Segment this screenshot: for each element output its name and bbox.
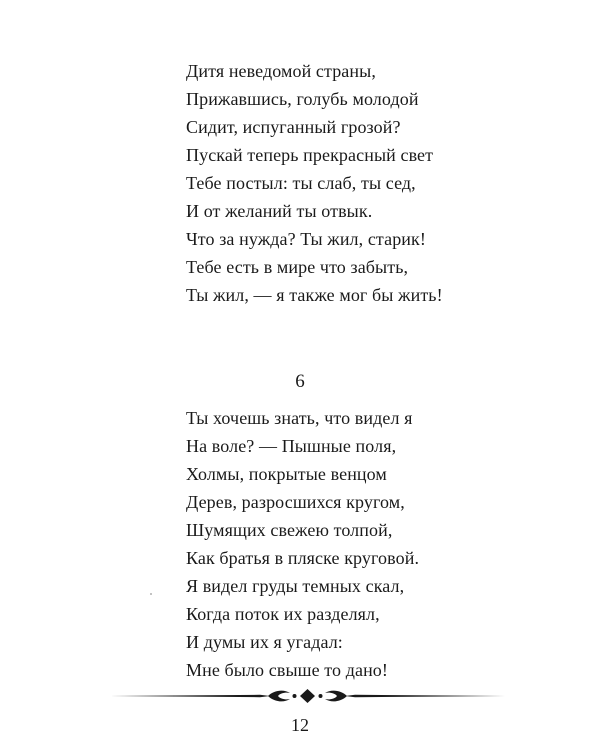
poem-line: Тебе постыл: ты слаб, ты сед, xyxy=(186,173,416,193)
poem-line: Дитя неведомой страны, xyxy=(186,61,376,81)
poem-line: Что за нужда? Ты жил, старик! xyxy=(186,229,426,249)
poem-line: Дерев, разросшихся кругом, xyxy=(186,492,405,512)
poem-line: И от желаний ты отвык. xyxy=(186,201,373,221)
poem-line: Когда поток их разделял, xyxy=(186,604,380,624)
poem-line: На воле? — Пышные поля, xyxy=(186,436,397,456)
page-number: 12 xyxy=(291,715,309,735)
poem-line: Как братья в пляске круговой. xyxy=(186,548,420,568)
paper-speck xyxy=(150,593,152,595)
decorative-divider-ornament xyxy=(110,686,505,706)
poem-line: Холмы, покрытые венцом xyxy=(186,464,387,484)
poem-line: Сидит, испуганный грозой? xyxy=(186,117,401,137)
section-number: 6 xyxy=(295,371,305,392)
poem-line: Ты хочешь знать, что видел я xyxy=(186,408,413,428)
poem-line: Ты жил, — я также мог бы жить! xyxy=(186,285,443,305)
poem-line: Прижавшись, голубь молодой xyxy=(186,89,419,109)
stanza-bottom xyxy=(186,404,419,684)
poem-line: Шумящих свежею толпой, xyxy=(186,520,393,540)
poem-line: И думы их я угадал: xyxy=(186,632,343,652)
poem-line: Мне было свыше то дано! xyxy=(186,660,388,680)
poem-line: Тебе есть в мире что забыть, xyxy=(186,257,409,277)
poem-line: Я видел груды темных скал, xyxy=(186,576,405,596)
stanza-top xyxy=(186,57,443,309)
poem-line: Пускай теперь прекрасный свет xyxy=(186,145,434,165)
